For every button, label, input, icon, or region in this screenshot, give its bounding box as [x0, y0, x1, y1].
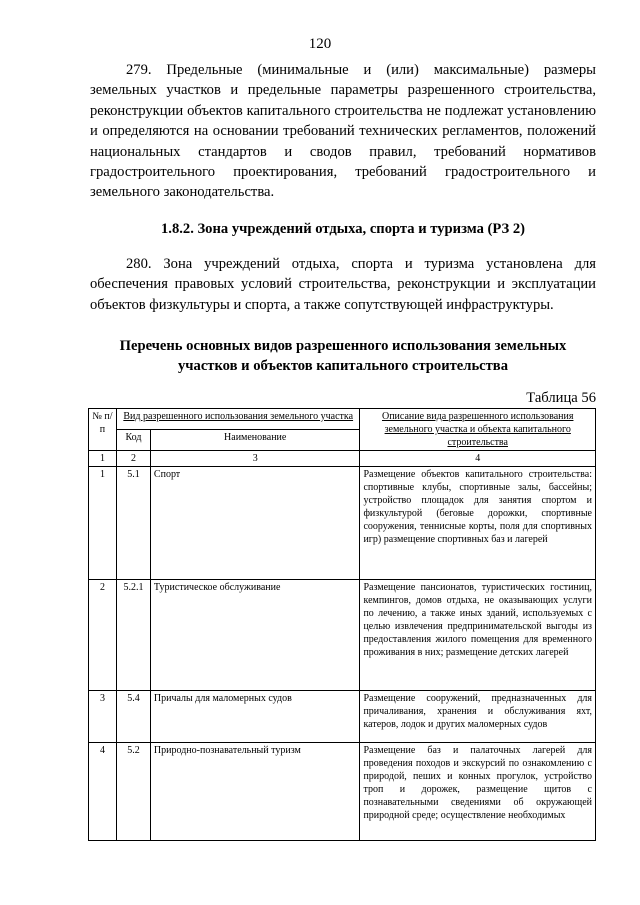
row-description: Размещение пансионатов, туристических гостиниц, кемпингов, домов отдыха, не оказывающих услуги по лечению, а также иных зданий, используемых с целью извлечения предпринимательской выгоды из предоставления жилого помещения для временного проживания в них; размещение детских лагерей — [360, 580, 596, 691]
header-use-kind-text: Вид разрешенного использования земельного участка — [123, 411, 354, 422]
paragraph-280: 280. Зона учреждений отдыха, спорта и туризма установлена для обеспечения правовых условий строительства, реконструкции и эксплуатации объектов физкультуры и спорта, а также сопутствующей инфраструктуры. — [90, 256, 596, 313]
table-row — [89, 580, 596, 691]
table-caption: Таблица 56 — [526, 390, 596, 406]
header-code: Код — [116, 430, 150, 451]
row-name: Туристическое обслуживание — [150, 580, 360, 691]
table-row — [89, 467, 596, 580]
row-code: 5.2.1 — [116, 580, 150, 691]
paragraph-279: 279. Предельные (минимальные и (или) максимальные) размеры земельных участков и предельные параметры разрешенного строительства, реконструкции объектов капитального строительства не подлежат установлению и определяются на основании требований технических регламентов, положений национальных стандартов и сводов правил, требований нормативов градостроительного проектирования, требований градостроительного и земельного законодательства. — [90, 62, 596, 201]
table-row — [89, 743, 596, 841]
header-name: Наименование — [150, 430, 360, 451]
row-description: Размещение сооружений, предназначенных для причаливания, хранения и обслуживания яхт, катеров, лодок и других маломерных судов — [360, 691, 596, 743]
table-row — [89, 691, 596, 743]
header-description — [360, 409, 596, 451]
index-cell: 1 — [89, 451, 117, 467]
index-cell: 3 — [150, 451, 360, 467]
row-code: 5.1 — [116, 467, 150, 580]
index-cell: 2 — [116, 451, 150, 467]
header-use-kind — [116, 409, 360, 430]
index-cell: 4 — [360, 451, 596, 467]
header-number: № п/п — [89, 409, 117, 451]
row-description: Размещение баз и палаточных лагерей для проведения походов и экскурсий по ознакомлению с природой, пеших и конных прогулок, устройство троп и дорожек, размещение щитов с познавательными сведениями об окружающей природной среде; осуществление необходимых — [360, 743, 596, 841]
row-number: 3 — [89, 691, 117, 743]
row-description: Размещение объектов капитального строительства: спортивные клубы, спортивные залы, бассейны; устройство площадок для занятия спортом и физкультурой (беговые дорожки, спортивные сооружения, теннисные корты, поля для спортивных игр) размещение спортивных баз и лагерей — [360, 467, 596, 580]
row-number: 1 — [89, 467, 117, 580]
row-code: 5.4 — [116, 691, 150, 743]
page-number: 120 — [308, 36, 332, 52]
row-name: Причалы для маломерных судов — [150, 691, 360, 743]
header-description-text: Описание вида разрешенного использования земельного участка и объекта капитального строительства — [381, 411, 574, 448]
row-name: Природно-познавательный туризм — [150, 743, 360, 841]
list-heading: Перечень основных видов разрешенного использования земельных участков и объектов капитального строительства — [119, 338, 567, 374]
row-name: Спорт — [150, 467, 360, 580]
zone-heading: 1.8.2. Зона учреждений отдыха, спорта и туризма (РЗ 2) — [161, 221, 525, 237]
row-code: 5.2 — [116, 743, 150, 841]
permitted-use-table — [88, 408, 596, 841]
row-number: 2 — [89, 580, 117, 691]
row-number: 4 — [89, 743, 117, 841]
